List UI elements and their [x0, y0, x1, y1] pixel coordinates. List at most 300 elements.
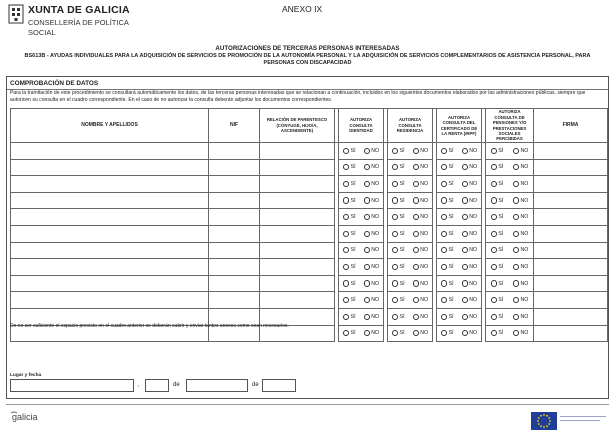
name-cell[interactable] — [11, 225, 209, 242]
income-no-radio[interactable] — [462, 330, 468, 336]
table-row — [11, 159, 608, 176]
pensions-yes-radio[interactable] — [491, 181, 497, 187]
relation-cell[interactable] — [260, 143, 335, 160]
pensions-no-option[interactable] — [513, 181, 528, 187]
identity-yes-option[interactable] — [343, 330, 356, 336]
residence-consent-cell — [388, 292, 433, 309]
signature-cell[interactable] — [534, 259, 608, 276]
identity-yes-radio[interactable] — [343, 264, 349, 270]
residence-yes-radio[interactable] — [392, 181, 398, 187]
identity-no-option[interactable] — [364, 247, 379, 253]
residence-consent-cell — [388, 225, 433, 242]
residence-no-option[interactable] — [413, 314, 428, 320]
income-no-option[interactable] — [462, 314, 477, 320]
pensions-no-option[interactable] — [513, 197, 528, 203]
pensions-no-radio[interactable] — [513, 264, 519, 270]
income-no-radio[interactable] — [462, 197, 468, 203]
income-consent-cell — [437, 159, 482, 176]
relation-cell[interactable] — [260, 225, 335, 242]
pensions-no-option[interactable] — [513, 264, 528, 270]
identity-yes-radio[interactable] — [343, 280, 349, 286]
residence-yes-radio[interactable] — [392, 164, 398, 170]
nif-cell[interactable] — [209, 143, 260, 160]
identity-yes-radio[interactable] — [343, 330, 349, 336]
month-input[interactable] — [186, 379, 248, 392]
income-consent-options — [437, 181, 481, 187]
signature-cell[interactable] — [534, 242, 608, 259]
relation-cell[interactable] — [260, 159, 335, 176]
relation-cell[interactable] — [260, 275, 335, 292]
residence-no-option[interactable] — [413, 280, 428, 286]
section-title: COMPROBACIÓN DE DATOS — [10, 80, 99, 87]
residence-no-radio[interactable] — [413, 164, 419, 170]
pensions-yes-radio[interactable] — [491, 247, 497, 253]
identity-yes-option[interactable] — [343, 314, 356, 320]
residence-no-radio[interactable] — [413, 280, 419, 286]
pensions-no-radio[interactable] — [513, 164, 519, 170]
pensions-yes-radio[interactable] — [491, 197, 497, 203]
residence-no-radio[interactable] — [413, 330, 419, 336]
col-header-signature: FIRMA — [534, 109, 608, 143]
pensions-yes-option[interactable] — [491, 264, 504, 270]
residence-no-radio[interactable] — [413, 231, 419, 237]
residence-no-option[interactable] — [413, 297, 428, 303]
identity-yes-option[interactable] — [343, 297, 356, 303]
income-no-radio[interactable] — [462, 231, 468, 237]
identity-yes-option[interactable] — [343, 247, 356, 253]
pensions-no-option[interactable] — [513, 330, 528, 336]
income-no-option[interactable] — [462, 197, 477, 203]
identity-no-radio[interactable] — [364, 164, 370, 170]
income-no-radio[interactable] — [462, 181, 468, 187]
no-label: NO — [520, 330, 529, 337]
income-no-option[interactable] — [462, 181, 477, 187]
pensions-no-option[interactable] — [513, 231, 528, 237]
identity-yes-option[interactable] — [343, 197, 356, 203]
pensions-no-radio[interactable] — [513, 280, 519, 286]
pensions-yes-radio[interactable] — [491, 297, 497, 303]
nif-cell[interactable] — [209, 259, 260, 276]
pensions-no-option[interactable] — [513, 214, 528, 220]
signature-cell[interactable] — [534, 308, 608, 325]
income-no-option[interactable] — [462, 164, 477, 170]
identity-yes-option[interactable] — [343, 264, 356, 270]
pensions-no-radio[interactable] — [513, 297, 519, 303]
residence-yes-option[interactable] — [392, 297, 405, 303]
income-no-radio[interactable] — [462, 280, 468, 286]
pensions-yes-option[interactable] — [491, 330, 504, 336]
income-yes-radio[interactable] — [441, 297, 447, 303]
identity-yes-radio[interactable] — [343, 197, 349, 203]
income-yes-option[interactable] — [441, 148, 454, 154]
pensions-no-radio[interactable] — [513, 330, 519, 336]
col-header-nif: NIF — [209, 109, 260, 143]
income-consent-options — [437, 314, 481, 320]
residence-yes-radio[interactable] — [392, 264, 398, 270]
no-label: NO — [420, 197, 429, 204]
form-subtitle: BS613B - AYUDAS INDIVIDUALES PARA LA ADQUISICIÓN DE SERVICIOS DE PROMOCIÓN DE LA AUTONOMÍA PERSONAL Y LA ADQUISICIÓN DE SERVICIOS COMPLEMENTARIOS DE ASISTENCIA PERSONAL, PARA PERSONAS CON DISCAPACIDAD — [24, 53, 591, 66]
pensions-no-radio[interactable] — [513, 231, 519, 237]
income-yes-radio[interactable] — [441, 197, 447, 203]
yes-label: SÍ — [399, 180, 405, 187]
identity-no-radio[interactable] — [364, 231, 370, 237]
name-cell[interactable] — [11, 143, 209, 160]
pensions-yes-option[interactable] — [491, 148, 504, 154]
residence-no-option[interactable] — [413, 264, 428, 270]
identity-no-option[interactable] — [364, 181, 379, 187]
no-label: NO — [420, 180, 429, 187]
income-yes-option[interactable] — [441, 330, 454, 336]
identity-consent-cell — [339, 308, 384, 325]
annex-label: ANEXO IX — [282, 4, 323, 14]
pensions-no-option[interactable] — [513, 314, 528, 320]
signature-cell[interactable] — [534, 275, 608, 292]
identity-no-option[interactable] — [364, 214, 379, 220]
income-yes-radio[interactable] — [441, 280, 447, 286]
pensions-yes-radio[interactable] — [491, 314, 497, 320]
residence-no-option[interactable] — [413, 247, 428, 253]
income-yes-radio[interactable] — [441, 164, 447, 170]
col-header-income: AUTORIZA CONSULTA DEL CERTIFICADO DE LA RENTA (IRPF) — [437, 109, 482, 143]
residence-yes-radio[interactable] — [392, 231, 398, 237]
identity-consent-options — [339, 181, 383, 187]
pensions-yes-radio[interactable] — [491, 264, 497, 270]
name-cell[interactable] — [11, 192, 209, 209]
nif-cell[interactable] — [209, 159, 260, 176]
income-no-radio[interactable] — [462, 314, 468, 320]
identity-no-option[interactable] — [364, 314, 379, 320]
name-cell[interactable] — [11, 159, 209, 176]
pensions-yes-radio[interactable] — [491, 280, 497, 286]
identity-no-radio[interactable] — [364, 247, 370, 253]
name-cell[interactable] — [11, 176, 209, 193]
income-no-option[interactable] — [462, 280, 477, 286]
income-yes-radio[interactable] — [441, 231, 447, 237]
xunta-logo — [8, 3, 148, 43]
space-note: De no ser suficiente el espacio previsto en el cuadro anterior se deberán cubrir y enviar tantos anexos como sean necesarios. — [10, 323, 289, 329]
identity-no-option[interactable] — [364, 297, 379, 303]
residence-yes-radio[interactable] — [392, 197, 398, 203]
yes-label: SÍ — [399, 230, 405, 237]
pensions-no-radio[interactable] — [513, 197, 519, 203]
name-cell[interactable] — [11, 259, 209, 276]
identity-yes-radio[interactable] — [343, 314, 349, 320]
signature-cell[interactable] — [534, 292, 608, 309]
logo-department-line2: SOCIAL — [28, 28, 56, 37]
income-yes-radio[interactable] — [441, 330, 447, 336]
income-yes-radio[interactable] — [441, 214, 447, 220]
residence-yes-radio[interactable] — [392, 247, 398, 253]
residence-yes-radio[interactable] — [392, 314, 398, 320]
identity-yes-radio[interactable] — [343, 181, 349, 187]
pensions-consent-options — [486, 214, 533, 220]
yes-label: SÍ — [350, 313, 356, 320]
signature-cell[interactable] — [534, 325, 608, 342]
identity-no-option[interactable] — [364, 231, 379, 237]
residence-yes-option[interactable] — [392, 280, 405, 286]
pensions-yes-option[interactable] — [491, 297, 504, 303]
residence-no-option[interactable] — [413, 148, 428, 154]
pensions-no-radio[interactable] — [513, 181, 519, 187]
day-input[interactable] — [145, 379, 169, 392]
income-yes-option[interactable] — [441, 297, 454, 303]
nif-cell[interactable] — [209, 275, 260, 292]
identity-yes-radio[interactable] — [343, 231, 349, 237]
residence-no-radio[interactable] — [413, 214, 419, 220]
identity-no-option[interactable] — [364, 280, 379, 286]
pensions-no-option[interactable] — [513, 164, 528, 170]
pensions-yes-option[interactable] — [491, 231, 504, 237]
residence-yes-option[interactable] — [392, 197, 405, 203]
pensions-no-option[interactable] — [513, 247, 528, 253]
nif-cell[interactable] — [209, 225, 260, 242]
signature-cell[interactable] — [534, 143, 608, 160]
pensions-no-option[interactable] — [513, 280, 528, 286]
signature-cell[interactable] — [534, 159, 608, 176]
logo-name: XUNTA DE GALICIA — [28, 4, 130, 16]
identity-no-radio[interactable] — [364, 314, 370, 320]
pensions-yes-radio[interactable] — [491, 214, 497, 220]
residence-no-radio[interactable] — [413, 247, 419, 253]
pensions-no-option[interactable] — [513, 297, 528, 303]
residence-no-option[interactable] — [413, 181, 428, 187]
income-no-radio[interactable] — [462, 264, 468, 270]
place-input[interactable] — [10, 379, 134, 392]
residence-yes-option[interactable] — [392, 330, 405, 336]
nif-cell[interactable] — [209, 176, 260, 193]
nif-cell[interactable] — [209, 292, 260, 309]
identity-no-radio[interactable] — [364, 197, 370, 203]
year-input[interactable] — [262, 379, 296, 392]
income-yes-option[interactable] — [441, 164, 454, 170]
residence-no-radio[interactable] — [413, 297, 419, 303]
identity-yes-option[interactable] — [343, 181, 356, 187]
income-no-radio[interactable] — [462, 148, 468, 154]
income-yes-option[interactable] — [441, 181, 454, 187]
name-cell[interactable] — [11, 209, 209, 226]
identity-yes-option[interactable] — [343, 231, 356, 237]
residence-yes-option[interactable] — [392, 181, 405, 187]
eu-flag-icon — [531, 412, 557, 430]
residence-no-radio[interactable] — [413, 181, 419, 187]
identity-no-option[interactable] — [364, 197, 379, 203]
identity-no-radio[interactable] — [364, 330, 370, 336]
income-yes-option[interactable] — [441, 280, 454, 286]
income-consent-cell — [437, 225, 482, 242]
logo-department-line1: CONSELLERÍA DE POLÍTICA — [28, 18, 129, 27]
signature-cell[interactable] — [534, 192, 608, 209]
pensions-no-radio[interactable] — [513, 148, 519, 154]
residence-consent-cell — [388, 176, 433, 193]
residence-yes-radio[interactable] — [392, 214, 398, 220]
relation-cell[interactable] — [260, 292, 335, 309]
residence-yes-radio[interactable] — [392, 330, 398, 336]
income-no-radio[interactable] — [462, 164, 468, 170]
residence-consent-cell — [388, 275, 433, 292]
residence-yes-option[interactable] — [392, 314, 405, 320]
identity-consent-cell — [339, 192, 384, 209]
no-label: NO — [520, 164, 529, 171]
pensions-yes-option[interactable] — [491, 214, 504, 220]
residence-yes-option[interactable] — [392, 164, 405, 170]
income-no-option[interactable] — [462, 330, 477, 336]
income-no-option[interactable] — [462, 214, 477, 220]
pensions-yes-option[interactable] — [491, 181, 504, 187]
income-no-radio[interactable] — [462, 214, 468, 220]
residence-no-radio[interactable] — [413, 264, 419, 270]
eu-star — [538, 423, 540, 425]
income-consent-cell — [437, 259, 482, 276]
pensions-yes-radio[interactable] — [491, 330, 497, 336]
income-yes-radio[interactable] — [441, 314, 447, 320]
identity-no-option[interactable] — [364, 330, 379, 336]
income-yes-radio[interactable] — [441, 148, 447, 154]
identity-yes-option[interactable] — [343, 148, 356, 154]
no-label: NO — [469, 164, 478, 171]
yes-label: SÍ — [350, 280, 356, 287]
relation-cell[interactable] — [260, 192, 335, 209]
income-consent-options — [437, 231, 481, 237]
pensions-yes-radio[interactable] — [491, 231, 497, 237]
identity-yes-option[interactable] — [343, 214, 356, 220]
income-no-radio[interactable] — [462, 247, 468, 253]
residence-yes-radio[interactable] — [392, 148, 398, 154]
income-yes-radio[interactable] — [441, 264, 447, 270]
identity-yes-radio[interactable] — [343, 297, 349, 303]
name-cell[interactable] — [11, 275, 209, 292]
residence-consent-options — [388, 247, 432, 253]
name-cell[interactable] — [11, 292, 209, 309]
yes-label: SÍ — [498, 263, 504, 270]
residence-no-option[interactable] — [413, 330, 428, 336]
identity-yes-radio[interactable] — [343, 214, 349, 220]
name-cell[interactable] — [11, 242, 209, 259]
signature-cell[interactable] — [534, 176, 608, 193]
residence-no-option[interactable] — [413, 231, 428, 237]
yes-label: SÍ — [498, 214, 504, 221]
residence-yes-option[interactable] — [392, 247, 405, 253]
residence-yes-option[interactable] — [392, 214, 405, 220]
identity-yes-option[interactable] — [343, 280, 356, 286]
no-label: NO — [371, 263, 380, 270]
income-no-option[interactable] — [462, 231, 477, 237]
galicia-brand: galicia — [12, 412, 38, 422]
identity-no-radio[interactable] — [364, 280, 370, 286]
identity-no-radio[interactable] — [364, 264, 370, 270]
identity-no-radio[interactable] — [364, 148, 370, 154]
income-no-option[interactable] — [462, 247, 477, 253]
residence-yes-option[interactable] — [392, 264, 405, 270]
pensions-yes-option[interactable] — [491, 280, 504, 286]
identity-yes-radio[interactable] — [343, 247, 349, 253]
residence-consent-options — [388, 330, 432, 336]
income-yes-option[interactable] — [441, 314, 454, 320]
identity-no-radio[interactable] — [364, 297, 370, 303]
residence-no-radio[interactable] — [413, 314, 419, 320]
income-no-option[interactable] — [462, 297, 477, 303]
income-no-radio[interactable] — [462, 297, 468, 303]
signature-cell[interactable] — [534, 209, 608, 226]
identity-yes-option[interactable] — [343, 164, 356, 170]
identity-no-radio[interactable] — [364, 214, 370, 220]
income-yes-option[interactable] — [441, 264, 454, 270]
relation-cell[interactable] — [260, 242, 335, 259]
identity-no-radio[interactable] — [364, 181, 370, 187]
pensions-no-option[interactable] — [513, 148, 528, 154]
eu-star — [540, 425, 542, 427]
table-row — [11, 242, 608, 259]
income-no-option[interactable] — [462, 148, 477, 154]
no-label: NO — [520, 197, 529, 204]
nif-cell[interactable] — [209, 192, 260, 209]
residence-no-radio[interactable] — [413, 197, 419, 203]
col-header-name: NOMBRE Y APELLIDOS — [11, 109, 209, 143]
pensions-consent-options — [486, 330, 533, 336]
relation-cell[interactable] — [260, 176, 335, 193]
pensions-yes-option[interactable] — [491, 164, 504, 170]
income-yes-option[interactable] — [441, 214, 454, 220]
yes-label: SÍ — [399, 197, 405, 204]
residence-no-option[interactable] — [413, 214, 428, 220]
pensions-no-radio[interactable] — [513, 214, 519, 220]
identity-no-option[interactable] — [364, 164, 379, 170]
table-row — [11, 143, 608, 160]
identity-no-option[interactable] — [364, 264, 379, 270]
income-yes-radio[interactable] — [441, 247, 447, 253]
data-check-section — [6, 76, 609, 399]
no-label: NO — [420, 214, 429, 221]
pensions-yes-option[interactable] — [491, 247, 504, 253]
yes-label: SÍ — [350, 147, 356, 154]
income-yes-option[interactable] — [441, 231, 454, 237]
income-no-option[interactable] — [462, 264, 477, 270]
residence-no-option[interactable] — [413, 197, 428, 203]
identity-yes-radio[interactable] — [343, 148, 349, 154]
yes-label: SÍ — [399, 147, 405, 154]
eu-star — [538, 417, 540, 419]
pensions-yes-option[interactable] — [491, 314, 504, 320]
nif-cell[interactable] — [209, 242, 260, 259]
pensions-yes-radio[interactable] — [491, 164, 497, 170]
residence-no-option[interactable] — [413, 164, 428, 170]
income-yes-radio[interactable] — [441, 181, 447, 187]
yes-label: SÍ — [399, 280, 405, 287]
relation-cell[interactable] — [260, 259, 335, 276]
residence-yes-radio[interactable] — [392, 297, 398, 303]
residence-yes-option[interactable] — [392, 231, 405, 237]
no-label: NO — [520, 247, 529, 254]
nif-cell[interactable] — [209, 209, 260, 226]
table-row — [11, 192, 608, 209]
pensions-no-radio[interactable] — [513, 314, 519, 320]
income-yes-option[interactable] — [441, 247, 454, 253]
identity-yes-radio[interactable] — [343, 164, 349, 170]
identity-consent-options — [339, 330, 383, 336]
pensions-yes-radio[interactable] — [491, 148, 497, 154]
residence-yes-radio[interactable] — [392, 280, 398, 286]
income-consent-cell — [437, 292, 482, 309]
signature-cell[interactable] — [534, 225, 608, 242]
identity-no-option[interactable] — [364, 148, 379, 154]
residence-yes-option[interactable] — [392, 148, 405, 154]
pensions-yes-option[interactable] — [491, 197, 504, 203]
pensions-no-radio[interactable] — [513, 247, 519, 253]
income-yes-option[interactable] — [441, 197, 454, 203]
col-header-identity: AUTORIZA CONSULTA IDENTIDAD — [339, 109, 384, 143]
relation-cell[interactable] — [260, 209, 335, 226]
eu-star — [546, 415, 548, 417]
residence-no-radio[interactable] — [413, 148, 419, 154]
